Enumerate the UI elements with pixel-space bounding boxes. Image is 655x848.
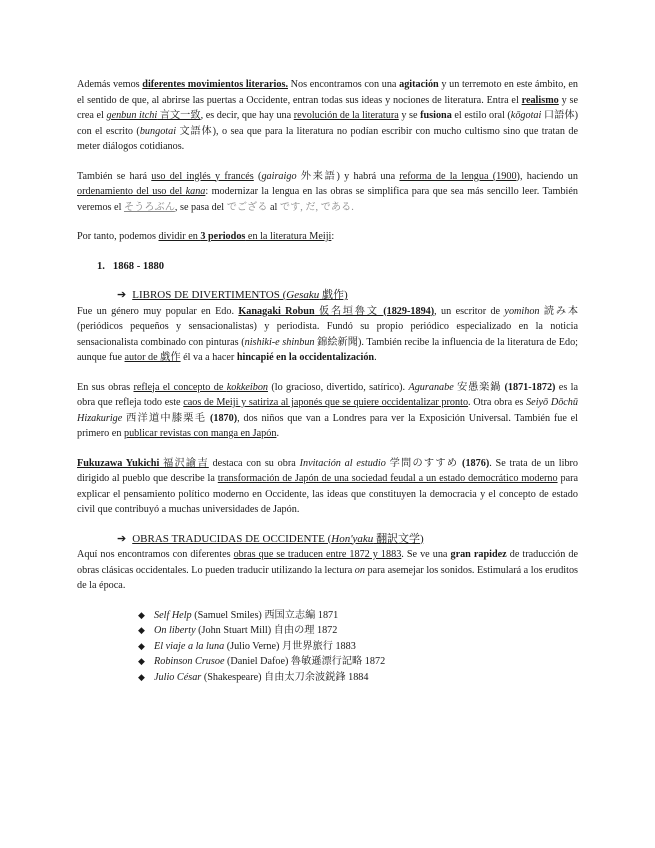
text: 学問のすすめ bbox=[385, 457, 463, 469]
text: él va a hacer bbox=[180, 352, 237, 363]
text: gran rapidez bbox=[450, 549, 507, 560]
text: (1870) bbox=[209, 412, 238, 424]
list-item bbox=[138, 670, 578, 686]
text: 口語体) con el escrito ( bbox=[77, 110, 578, 137]
text: el estilo oral ( bbox=[451, 110, 511, 121]
text: kokkeibon bbox=[226, 381, 269, 393]
section-number: 1. bbox=[97, 260, 105, 272]
translated-works-list bbox=[77, 608, 578, 686]
text: 言文一致 bbox=[157, 110, 201, 121]
section-label: 1868 - 1880 bbox=[112, 260, 165, 272]
text: Aguranabe bbox=[408, 381, 454, 393]
text: reforma de la lengua (1900), bbox=[399, 170, 523, 182]
paragraph-periods bbox=[77, 229, 578, 245]
paragraph-fukuzawa bbox=[77, 456, 578, 518]
text: (1871-1872) bbox=[504, 381, 556, 393]
text: 仮名垣魯文 bbox=[314, 305, 384, 317]
text: ordenamiento del uso del bbox=[77, 186, 186, 197]
text: . Se trata de un libro dirigido al pueblo que describe la bbox=[77, 457, 579, 484]
text: OBRAS TRADUCIDAS DE OCCIDENTE ( bbox=[132, 532, 332, 545]
text: kana bbox=[185, 186, 206, 197]
text: revolución de la literatura bbox=[293, 110, 399, 121]
text: Fue un género muy popular en Edo. bbox=[77, 305, 239, 317]
text: nishiki-e shinbun bbox=[244, 336, 315, 348]
text: 西洋道中膝栗毛 bbox=[122, 412, 210, 424]
text: Aquí nos encontramos con diferentes bbox=[77, 549, 234, 560]
text: 文語体), o sea que para la literatura no podían escribir con mucho cultismo sino que tratan de meter diálogos cotidianos. bbox=[77, 125, 578, 152]
text: para explicar el pensamiento político moderno en Occidente, las ideas que constituyen la democracia y el concepto de estado civil que contribuyó a muchas universidades de Japón. bbox=[77, 473, 579, 515]
text: autor de 戯作 bbox=[124, 352, 181, 363]
text: 錦絵新聞). También recibe la influencia de la literatura de Edo; aunque fue bbox=[77, 336, 578, 363]
list-item bbox=[138, 639, 578, 655]
text: agitación bbox=[399, 79, 439, 90]
work-details: (John Stuart Mill) 自由の理 1872 bbox=[195, 625, 338, 636]
text: , un escritor de bbox=[434, 305, 505, 317]
list-item bbox=[138, 608, 578, 624]
text: そうろぶん bbox=[123, 201, 175, 213]
text: transformación de Japón de una sociedad feudal a un estado democrático moderno bbox=[217, 473, 558, 484]
text: LIBROS DE DIVERTIMENTOS ( bbox=[132, 289, 287, 301]
work-details: (Julio Verne) 月世界旅行 1883 bbox=[224, 640, 356, 652]
work-details: (Daniel Dafoe) 魯敏遜漂行記略 1872 bbox=[224, 656, 386, 667]
work-details: (Shakespeare) 自由太刀余波鋭鋒 1884 bbox=[201, 671, 369, 683]
text: です, だ, である. bbox=[279, 201, 354, 213]
text: 翻訳文学) bbox=[373, 532, 424, 545]
diamond-bullet-icon: ◆ bbox=[138, 656, 145, 666]
paragraph-movements bbox=[77, 77, 578, 155]
text: , es decir, que hay una bbox=[200, 110, 294, 121]
text: caos de Meiji y satiriza al japonés que se quiere occidentalizar pronto bbox=[183, 397, 469, 408]
text: on bbox=[354, 564, 365, 576]
list-item bbox=[138, 654, 578, 670]
text: kōgotai bbox=[510, 110, 542, 121]
text: , se pasa del bbox=[174, 201, 227, 213]
text: obras que se traducen entre 1872 y 1883 bbox=[233, 549, 402, 560]
work-title: On liberty bbox=[154, 625, 196, 636]
text: Invitación al estudio bbox=[299, 457, 386, 469]
paragraph-translations bbox=[77, 547, 578, 594]
work-title: Self Help bbox=[154, 609, 192, 621]
text: Por tanto, podemos bbox=[77, 231, 159, 242]
work-title: El viaje a la luna bbox=[154, 640, 225, 652]
text: y se crea el bbox=[77, 94, 578, 121]
diamond-bullet-icon: ◆ bbox=[138, 671, 145, 682]
text: y se bbox=[398, 110, 421, 121]
text: (1876) bbox=[462, 457, 490, 469]
text: genbun itchi bbox=[106, 110, 158, 121]
text: 福沢諭吉 bbox=[159, 457, 209, 469]
paragraph-kokkeibon bbox=[77, 380, 578, 442]
text: bungotai bbox=[139, 125, 177, 137]
text: diferentes movimientos literarios. bbox=[142, 79, 288, 90]
text: Gesaku bbox=[286, 289, 320, 301]
paragraph-language-reform bbox=[77, 169, 578, 216]
text: de traducción de obras clásicas occidentales. Lo pueden traducir utilizando la lectura bbox=[77, 549, 579, 576]
text: al bbox=[267, 201, 280, 213]
work-title: Robinson Crusoe bbox=[154, 656, 225, 667]
list-item bbox=[138, 623, 578, 639]
arrow-right-icon: ➔ bbox=[117, 532, 127, 545]
work-details: (Samuel Smiles) 西国立志編 1871 bbox=[191, 609, 339, 621]
text: . Se ve una bbox=[401, 549, 451, 560]
text: realismo bbox=[521, 94, 559, 106]
text: destaca con su obra bbox=[208, 457, 300, 469]
diamond-bullet-icon: ◆ bbox=[138, 640, 145, 651]
text: : bbox=[331, 231, 335, 242]
text: (1829-1894) bbox=[383, 305, 435, 317]
text: gairaigo bbox=[261, 170, 297, 182]
text: 戯作) bbox=[319, 289, 348, 301]
text: publicar revistas con manga en Japón bbox=[123, 428, 277, 439]
text: Hon'yaku bbox=[331, 532, 374, 545]
text: 安愚楽鍋 bbox=[453, 381, 505, 393]
text: . bbox=[276, 428, 279, 439]
text: Además vemos bbox=[77, 79, 143, 90]
text: y un terremoto en este ámbito, en el sentido de que, al abrirse las puertas a Occidente, entran todas sus ideas y nociones de literatura. Entra el bbox=[77, 79, 579, 106]
text: (lo gracioso, divertido, satírico). bbox=[268, 381, 409, 393]
text: refleja el concepto de bbox=[133, 381, 227, 393]
text: haciendo un bbox=[522, 170, 578, 182]
text: : modernizar la lengua en las obras se simplifica para que sea más sencillo leer. También veremos el bbox=[77, 186, 578, 213]
text: en la literatura Meiji bbox=[245, 231, 332, 242]
text: Kanagaki Robun bbox=[238, 305, 315, 317]
text: es la obra que refleja todo este bbox=[77, 381, 579, 408]
section-heading-1868 bbox=[97, 259, 578, 275]
text: uso del inglés y francés bbox=[151, 170, 254, 182]
text: para asemejar los sonidos. Estimulará a los eruditos de la época. bbox=[77, 564, 579, 591]
text: 3 periodos bbox=[200, 231, 246, 242]
text: hincapié en la occidentalización bbox=[236, 352, 375, 363]
text: Fukuzawa Yukichi bbox=[77, 457, 160, 469]
text: , dos niños que van a Londres para ver la Exposición Universal. También fue el primero en bbox=[77, 412, 578, 439]
text: fusiona bbox=[420, 110, 452, 121]
paragraph-kanagaki bbox=[77, 304, 578, 366]
text: 読み本 (periódicos pequeños y sensacionalistas) y periodista. Fundó su propio periódico especializado en la noticia sensacionalista combinado con pinturas ( bbox=[77, 305, 579, 348]
diamond-bullet-icon: ◆ bbox=[138, 625, 145, 635]
text: . bbox=[374, 352, 377, 363]
subheading-gesaku bbox=[117, 288, 578, 304]
text: でござる bbox=[226, 201, 268, 213]
text: En sus obras bbox=[77, 381, 134, 393]
text: dividir en bbox=[158, 231, 201, 242]
text: yomihon bbox=[504, 305, 540, 317]
text: Nos encontramos con una bbox=[288, 79, 400, 90]
text: ( bbox=[253, 170, 262, 182]
work-title: Julio César bbox=[154, 671, 202, 683]
diamond-bullet-icon: ◆ bbox=[138, 609, 145, 620]
subheading-honyaku bbox=[117, 532, 578, 548]
text: Seiyō Dōchū Hizakurige bbox=[77, 397, 578, 424]
arrow-right-icon: ➔ bbox=[117, 289, 127, 301]
text: . Otra obra es bbox=[468, 397, 527, 408]
text: 外来語) y habrá una bbox=[296, 170, 400, 182]
text: También se hará bbox=[77, 170, 152, 182]
document-page bbox=[77, 77, 578, 685]
